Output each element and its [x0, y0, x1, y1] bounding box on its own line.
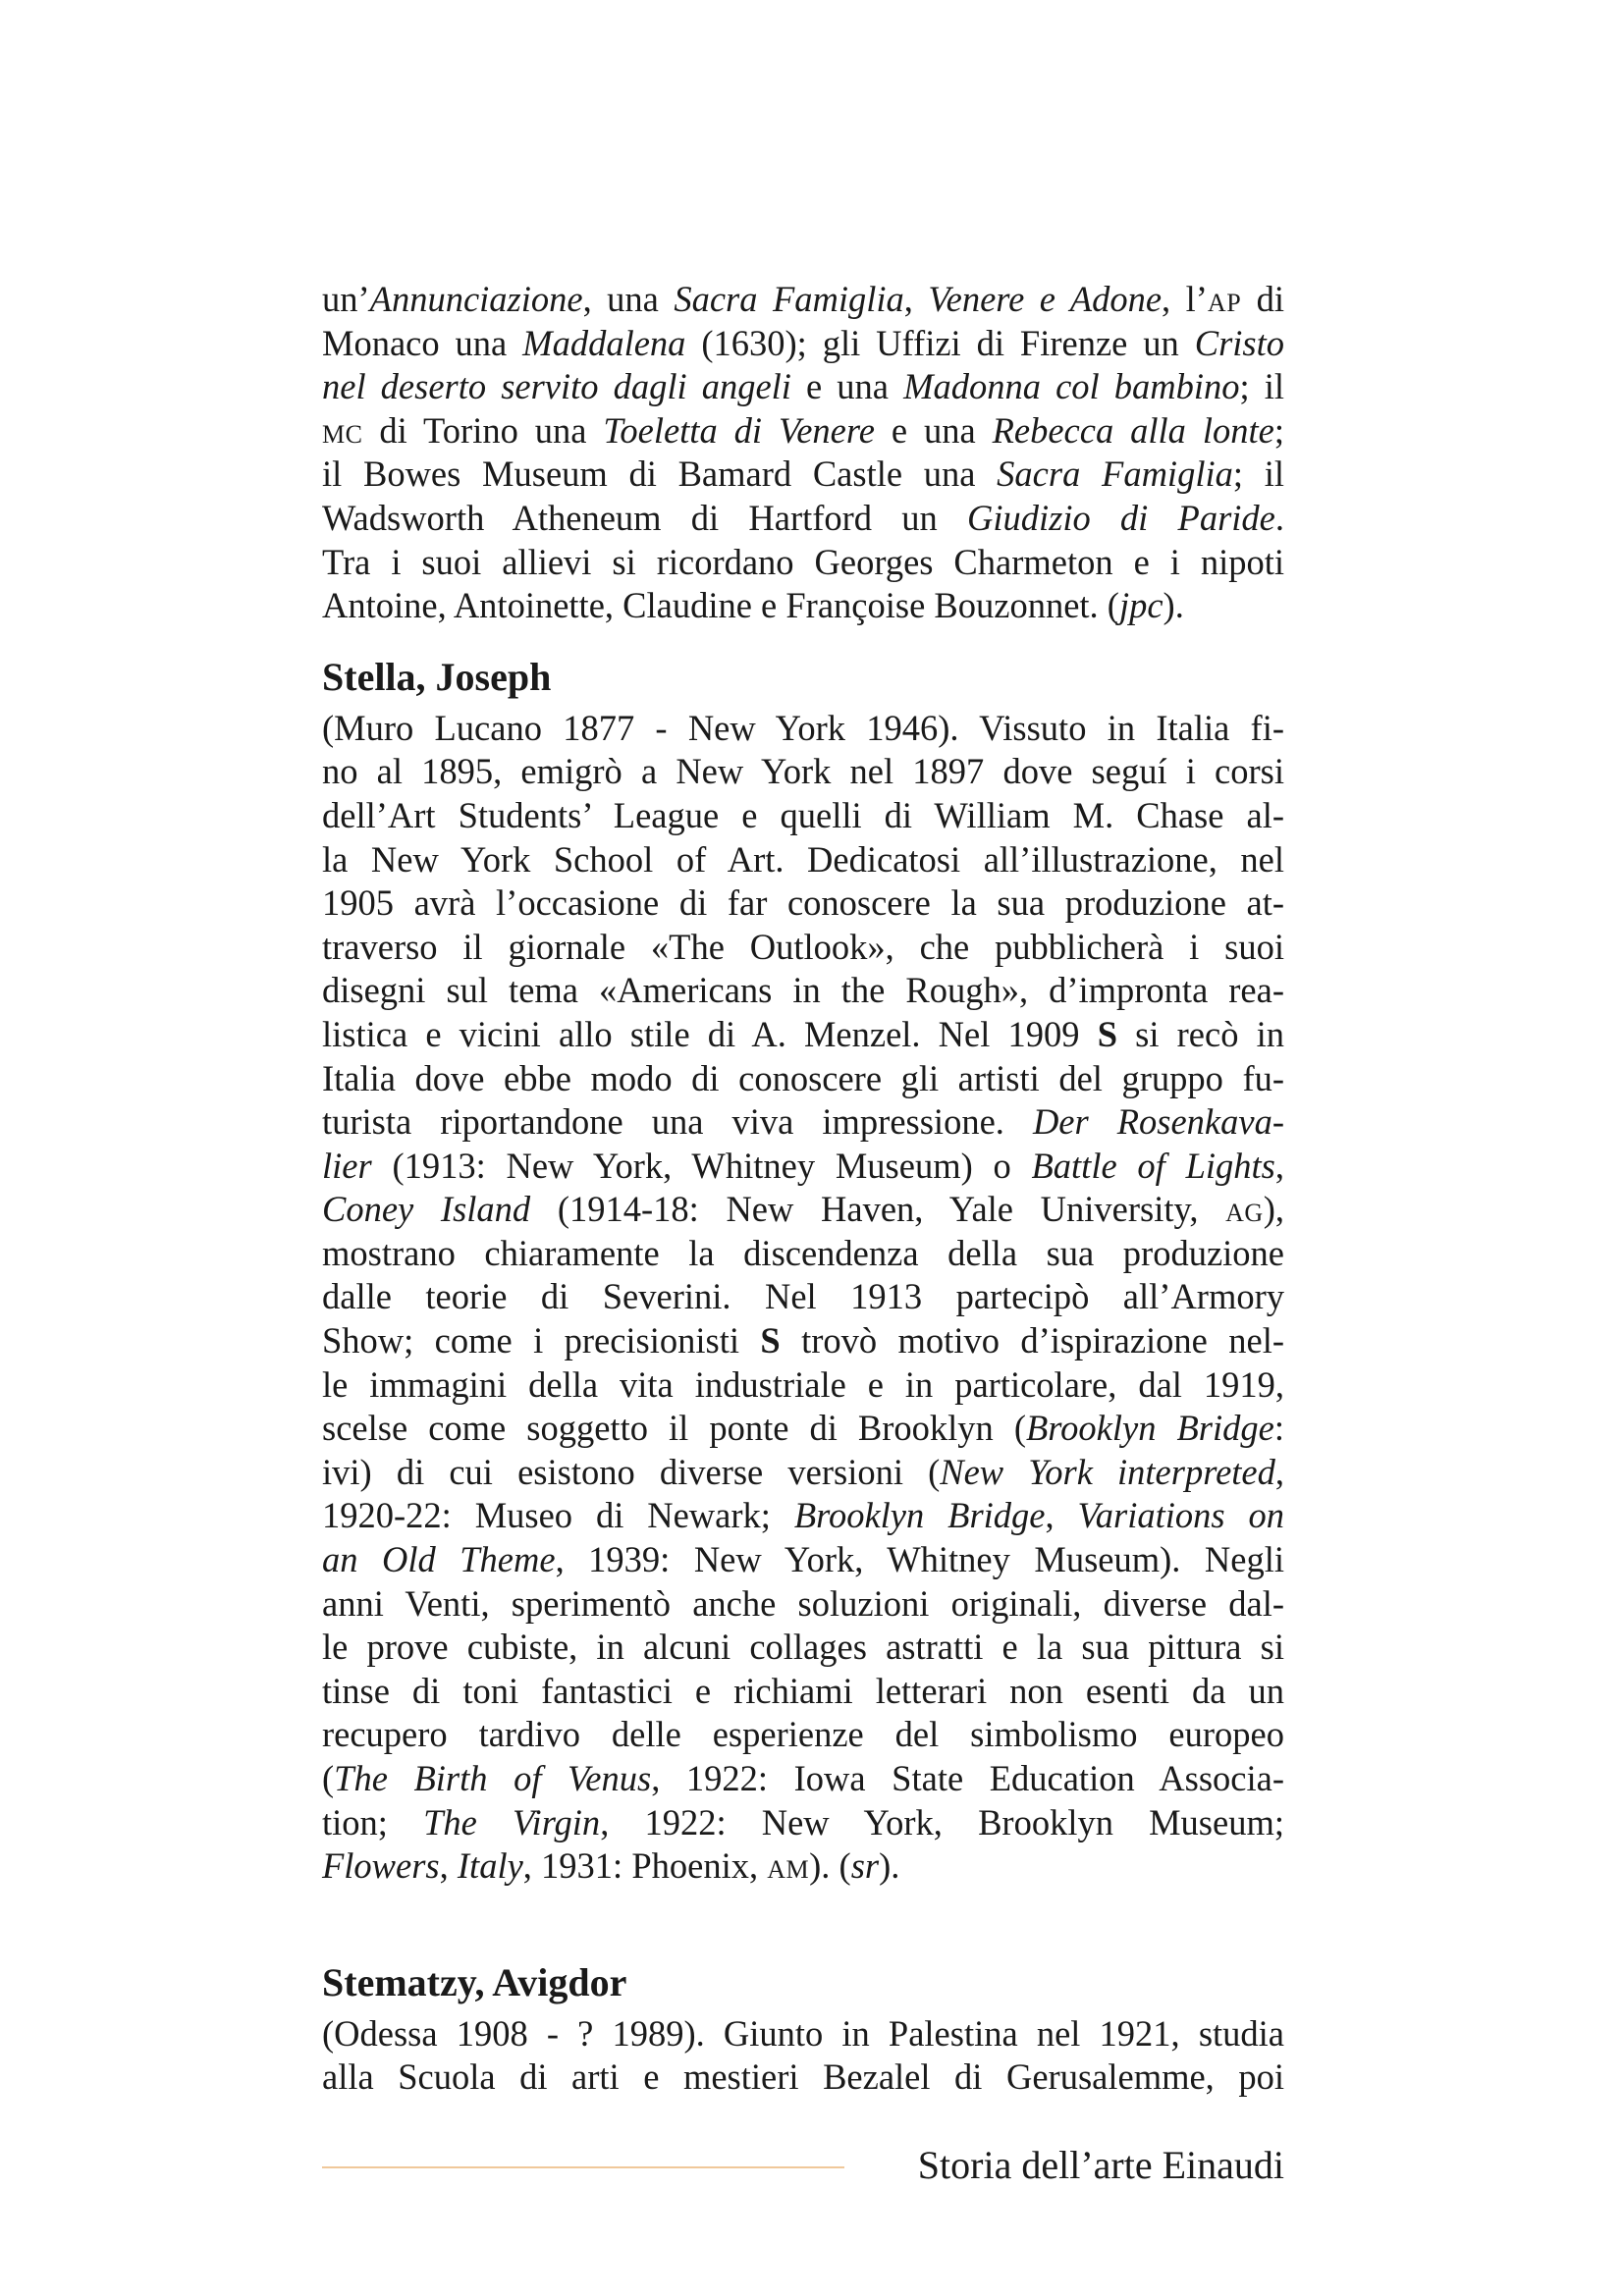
text-segment: il Bowes Museum di Bamard Castle una: [322, 454, 998, 495]
text-segment: (Odessa 1908 - ? 1989). Giunto in Palestina nel 1921, studia: [322, 2012, 1284, 2054]
text-line: [322, 1626, 1284, 1670]
text-segment: alla Scuola di arti e mestieri Bezalel di Gerusalemme, poi: [322, 2056, 1284, 2098]
text-line: [322, 1013, 1284, 1057]
text-segment: Toeletta di Venere: [603, 409, 875, 451]
text-line: [322, 838, 1284, 882]
text-segment: ,: [1274, 1145, 1284, 1186]
text-segment: Coney Island: [322, 1189, 531, 1230]
text-segment: mostrano chiaramente la discendenza della sua produzione: [322, 1232, 1284, 1273]
text-segment: , 1922: Iowa State Education Associa-: [651, 1758, 1284, 1798]
entry-title-stematzy: Stematzy, Avigdor: [322, 1959, 627, 2004]
text-line: [322, 1232, 1284, 1276]
text-line: [322, 1145, 1284, 1189]
text-line: [322, 453, 1284, 497]
text-segment: Venere e Adone: [928, 279, 1163, 319]
text-line: [322, 409, 1284, 454]
entry-title-stella: Stella, Joseph: [322, 654, 552, 699]
text-segment: Flowers: [322, 1845, 440, 1887]
text-segment: Show; come i precisionisti: [322, 1320, 761, 1362]
text-segment: , 1939: New York, Whitney Museum). Negli: [555, 1539, 1284, 1580]
text-segment: Battle of Lights: [1031, 1145, 1275, 1186]
text-segment: si recò in: [1117, 1013, 1284, 1054]
text-segment: mc: [322, 409, 363, 451]
text-segment: Rebecca alla lonte: [992, 409, 1274, 451]
text-segment: trovò motivo d’ispirazione nel-: [780, 1320, 1284, 1362]
text-line: [322, 1801, 1284, 1845]
text-segment: traverso il giornale «The Outlook», che pubblicherà i suoi: [322, 926, 1284, 967]
text-segment: ,: [1274, 1451, 1284, 1492]
text-segment: ). (: [809, 1845, 851, 1887]
text-segment: Italia dove ebbe modo di conoscere gli artisti del gruppo fu-: [322, 1057, 1284, 1098]
text-segment: scelse come soggetto il ponte di Brooklyn (: [322, 1408, 1027, 1449]
text-segment: ).: [1163, 585, 1184, 626]
text-line: [322, 750, 1284, 794]
text-segment: (1630); gli Uffizi di Firenze un: [685, 322, 1195, 363]
text-segment: Sacra Famiglia: [674, 279, 904, 319]
text-segment: ).: [879, 1845, 900, 1887]
text-line: [322, 1275, 1284, 1319]
text-segment: ,: [1045, 1495, 1078, 1536]
text-line: [322, 881, 1284, 926]
text-line: [322, 1407, 1284, 1451]
text-segment: 1905 avrà l’occasione di far conoscere la sua produzione at-: [322, 882, 1284, 924]
text-segment: tion;: [322, 1801, 424, 1842]
text-segment: ag: [1225, 1189, 1264, 1230]
text-line: [322, 926, 1284, 970]
text-segment: :: [1273, 1408, 1284, 1449]
text-segment: Cristo: [1194, 322, 1285, 363]
text-segment: Annunciazione: [369, 279, 583, 319]
text-line: [322, 365, 1284, 409]
text-line: [322, 1494, 1284, 1538]
footer-rule: [322, 2166, 844, 2168]
entry-continued-body: [322, 278, 1284, 628]
text-segment: ; il: [1232, 454, 1284, 495]
text-segment: la New York School of Art. Dedicatosi all’illustrazione, nel: [322, 838, 1284, 880]
text-line: [322, 1363, 1284, 1408]
text-line: [322, 322, 1284, 366]
text-segment: ;: [1273, 409, 1284, 451]
text-segment: , 1922: New York, Brooklyn Museum;: [600, 1801, 1284, 1842]
text-segment: Brooklyn Bridge: [1026, 1408, 1274, 1449]
text-line: [322, 1451, 1284, 1495]
text-segment: ap: [1207, 279, 1242, 319]
text-segment: Sacra Famiglia: [997, 454, 1233, 495]
text-segment: di Torino una: [362, 409, 604, 451]
text-segment: Brooklyn Bridge: [793, 1495, 1046, 1536]
text-segment: turista riportandone una viva impressione.: [322, 1101, 1033, 1143]
text-segment: Monaco una: [322, 322, 523, 363]
text-segment: anni Venti, sperimentò anche soluzioni originali, diverse dal-: [322, 1582, 1284, 1624]
text-line: [322, 2056, 1284, 2100]
text-segment: di: [1241, 279, 1285, 319]
text-segment: listica e vicini allo stile di A. Menzel. Nel 1909: [322, 1013, 1098, 1054]
text-segment: an Old Theme: [322, 1539, 556, 1580]
text-segment: Madonna col bambino: [903, 366, 1240, 407]
text-line: [322, 2012, 1284, 2056]
text-segment: disegni sul tema «Americans in the Rough», d’impronta rea-: [322, 970, 1284, 1011]
text-segment: lier: [322, 1145, 372, 1186]
text-line: [322, 1757, 1284, 1801]
text-segment: Italy: [457, 1845, 523, 1887]
footer-publisher-title: Storia dell’arte Einaudi: [917, 2143, 1284, 2187]
text-segment: ivi) di cui esistono diverse versioni (: [322, 1451, 941, 1492]
text-segment: nel deserto servito dagli angeli: [322, 366, 791, 407]
text-segment: Maddalena: [522, 322, 686, 363]
text-segment: The Birth of Venus: [334, 1758, 652, 1798]
text-segment: sr: [850, 1845, 880, 1887]
text-line: [322, 541, 1284, 585]
text-segment: 1920-22: Museo di Newark;: [322, 1495, 794, 1536]
text-segment: , 1931: Phoenix,: [522, 1845, 768, 1887]
text-line: [322, 1188, 1284, 1232]
text-line: [322, 584, 1284, 628]
text-line: [322, 1582, 1284, 1627]
text-segment: Antoine, Antoinette, Claudine e Françoise Bouzonnet. (: [322, 585, 1119, 626]
text-segment: The Virgin: [423, 1801, 601, 1842]
text-segment: ; il: [1239, 366, 1284, 407]
text-segment: tinse di toni fantastici e richiami letterari non esenti da un: [322, 1670, 1284, 1711]
text-segment: (: [322, 1758, 335, 1798]
text-line: [322, 497, 1284, 541]
text-segment: le prove cubiste, in alcuni collages astratti e la sua pittura si: [322, 1627, 1284, 1668]
text-segment: dalle teorie di Severini. Nel 1913 partecipò all’Armory: [322, 1276, 1284, 1317]
text-line: [322, 1319, 1284, 1363]
text-segment: Giudizio di Paride: [966, 497, 1275, 538]
text-line: [322, 1844, 1284, 1889]
text-line: [322, 1538, 1284, 1582]
text-segment: recupero tardivo delle esperienze del simbolismo europeo: [322, 1714, 1284, 1755]
entry-stella-body: [322, 707, 1284, 1889]
text-segment: dell’Art Students’ League e quelli di William M. Chase al-: [322, 794, 1284, 835]
text-segment: am: [767, 1845, 810, 1887]
text-segment: Variations on: [1077, 1495, 1285, 1536]
text-segment: (Muro Lucano 1877 - New York 1946). Vissuto in Italia fi-: [322, 707, 1284, 748]
text-segment: ),: [1263, 1189, 1284, 1230]
page-content: [322, 278, 1284, 2100]
text-segment: New York interpreted: [940, 1451, 1275, 1492]
text-segment: , l’: [1162, 279, 1208, 319]
text-line: [322, 278, 1284, 322]
text-segment: Wadsworth Atheneum di Hartford un: [322, 497, 967, 538]
text-segment: un’: [322, 279, 370, 319]
text-line: [322, 1100, 1284, 1145]
text-segment: (1914-18: New Haven, Yale University,: [530, 1189, 1226, 1230]
text-line: [322, 969, 1284, 1013]
text-line: [322, 707, 1284, 751]
text-segment: no al 1895, emigrò a New York nel 1897 dove seguí i corsi: [322, 751, 1284, 792]
text-segment: ,: [439, 1845, 458, 1887]
text-segment: S: [1097, 1013, 1117, 1054]
text-segment: e una: [874, 409, 993, 451]
text-segment: Tra i suoi allievi si ricordano Georges Charmeton e i nipoti: [322, 541, 1284, 582]
text-segment: e una: [790, 366, 904, 407]
text-segment: le immagini della vita industriale e in particolare, dal 1919,: [322, 1363, 1284, 1405]
text-line: [322, 1713, 1284, 1757]
text-segment: (1913: New York, Whitney Museum) o: [371, 1145, 1032, 1186]
text-segment: jpc: [1118, 585, 1163, 626]
text-segment: ,: [903, 279, 929, 319]
text-line: [322, 794, 1284, 838]
entry-stematzy-body: [322, 2012, 1284, 2100]
text-line: [322, 1670, 1284, 1714]
text-segment: .: [1274, 497, 1285, 538]
text-segment: Der Rosenkava-: [1032, 1101, 1284, 1143]
text-segment: S: [760, 1320, 781, 1362]
text-segment: , una: [582, 279, 675, 319]
text-line: [322, 1057, 1284, 1101]
